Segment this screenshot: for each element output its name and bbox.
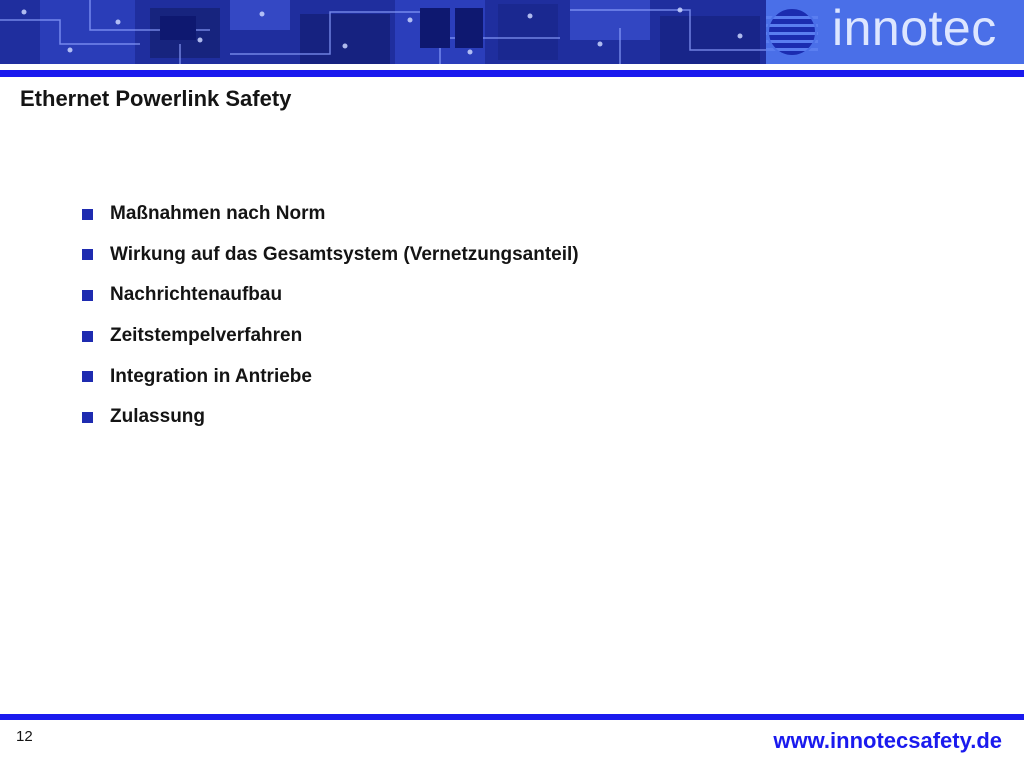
footer-divider xyxy=(0,714,1024,720)
header-banner xyxy=(0,0,1024,64)
bullet-item xyxy=(82,235,579,276)
circuit-board-image xyxy=(0,0,766,64)
slide-title: Ethernet Powerlink Safety xyxy=(20,86,292,111)
square-bullet-icon xyxy=(82,371,93,382)
bullet-item xyxy=(82,397,579,438)
bullet-item xyxy=(82,316,579,357)
bullet-text: Zulassung xyxy=(110,406,206,428)
bullet-item xyxy=(82,356,579,397)
bullet-text: Maßnahmen nach Norm xyxy=(110,203,326,225)
page-number: 12 xyxy=(16,728,33,745)
bullet-list xyxy=(82,194,579,438)
bullet-text: Wirkung auf das Gesamtsystem (Vernetzungsanteil) xyxy=(110,243,579,265)
square-bullet-icon xyxy=(82,412,93,423)
square-bullet-icon xyxy=(82,331,93,342)
square-bullet-icon xyxy=(82,249,93,260)
bullet-text: Nachrichtenaufbau xyxy=(110,284,283,306)
square-bullet-icon xyxy=(82,209,93,220)
logo-text: innotec xyxy=(832,0,997,56)
bullet-text: Zeitstempelverfahren xyxy=(110,325,303,347)
globe-logo-icon xyxy=(766,6,818,58)
website-link[interactable]: www.innotecsafety.de xyxy=(773,728,1002,753)
square-bullet-icon xyxy=(82,290,93,301)
bullet-text: Integration in Antriebe xyxy=(110,365,312,387)
header-divider xyxy=(0,70,1024,77)
bullet-item xyxy=(82,194,579,235)
bullet-item xyxy=(82,275,579,316)
